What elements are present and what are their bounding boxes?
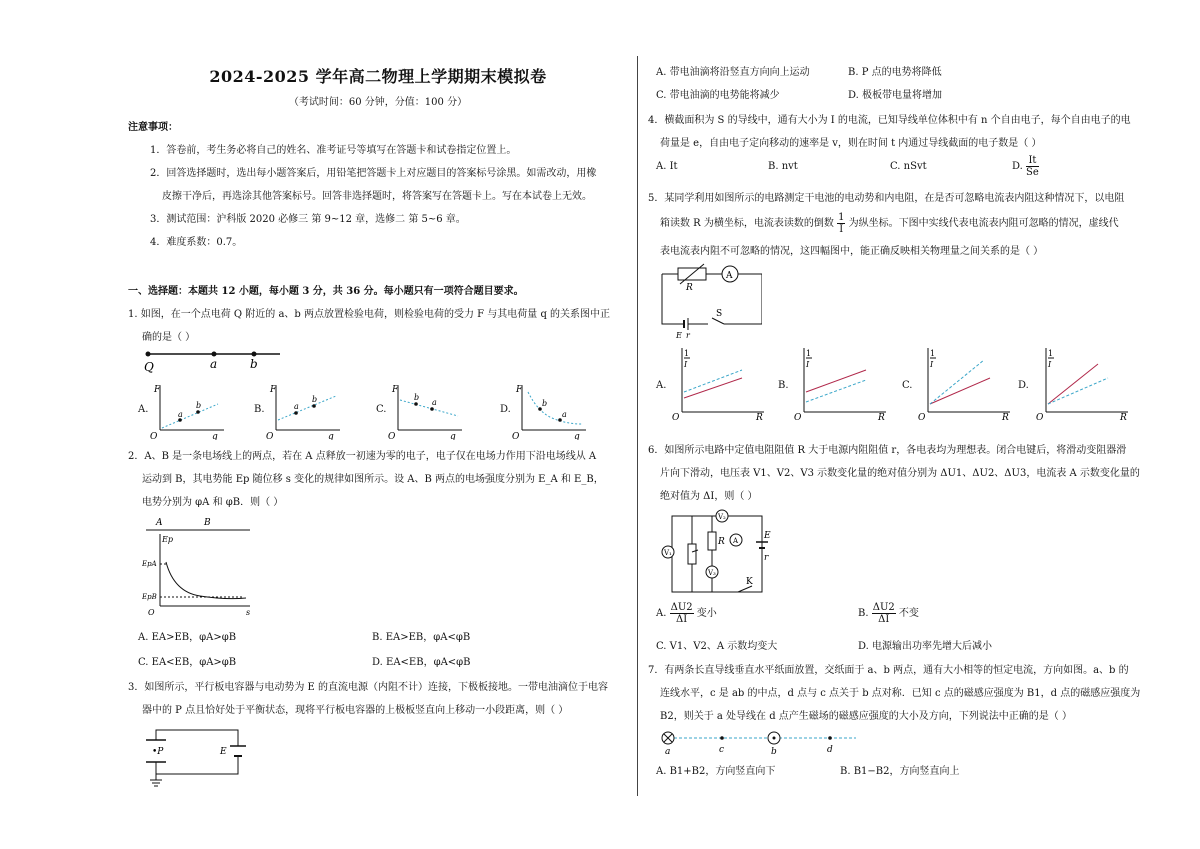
svg-text:R: R [1002,413,1009,422]
section-heading: 一、选择题：本题共 12 小题，每小题 3 分，共 36 分。每小题只有一项符合题目要求。 [128,286,524,297]
svg-text:I: I [930,360,934,369]
q1-option-B-label: B. [254,404,265,415]
q3-option-B: B. P 点的电势将降低 [848,67,942,78]
q1-option-D-graph [510,382,590,440]
svg-text:V₃: V₃ [708,569,716,577]
svg-text:Ep: Ep [162,535,173,544]
svg-text:S: S [716,309,723,319]
svg-text:O: O [918,413,926,422]
svg-text:O: O [672,413,680,422]
q7-text-3: B2，则关于 a 处导线在 d 点产生磁场的磁感应强度的大小及方向，下列说法中正确的是（ ） [660,711,1072,722]
column-divider [637,56,638,796]
svg-text:O: O [148,608,155,617]
q6-option-B: B. $\frac{\Delta U2}{\Delta I}$ 不变 [858,602,919,625]
exam-title: 2024-2025 学年高二物理上学期期末模拟卷 [209,67,547,86]
svg-text:O: O [1036,413,1044,422]
q4-option-A: A. It [656,161,678,172]
svg-text:B: B [204,518,211,528]
q6-text-2: 片向下滑动，电压表 V1、V2、V3 示数变化量的绝对值分别为 ΔU1、ΔU2、ΔU3，电流表 A 示数变化量的 [660,468,1140,479]
note-item-2-cont: 皮擦干净后，再选涂其他答案标号。回答非选择题时，将答案写在答题卡上。写在本试卷上无效。 [162,191,592,202]
svg-text:b: b [542,399,548,408]
svg-text:EpA: EpA [142,560,157,568]
q2-text-2: 运动到 B，其电势能 Ep 随位移 s 变化的规律如图所示。设 A、B 两点的电场强度分别为 E_A 和 E_B， [142,474,604,485]
svg-text:a: a [294,402,299,411]
q2-text-1: 2．A、B 是一条电场线上的两点，若在 A 点释放一初速为零的电子，电子仅在电场力作用下沿电场线从 A [128,451,597,462]
q6-circuit [658,508,782,600]
q5-option-D-graph [1032,346,1132,422]
q4-text-2: 荷量是 e，自由电子定向移动的速率是 v，则在时间 t 内通过导线截面的电子数是（ ） [660,138,1042,149]
q6-option-C: C. V1、V2、A 示数均变大 [656,641,778,652]
svg-text:a: a [562,410,567,419]
svg-text:1: 1 [806,349,812,358]
q1-label-b: b [250,357,258,371]
q5-option-C-label: C. [902,380,913,391]
svg-text:b: b [312,395,318,404]
svg-text:A: A [156,518,163,528]
svg-text:R: R [686,283,693,293]
q1-option-A-label: A. [138,404,149,415]
q5-text-2: 箱读数 R 为横坐标，电流表读数的倒数 $\frac{1}{I}$ 为纵坐标。下图中实线代表电流表内阻可忽略的情况，虚线代 [660,212,1119,235]
svg-text:A: A [726,271,733,281]
q1-option-B-graph [264,382,344,440]
q1-option-C-label: C. [376,404,387,415]
svg-text:O: O [266,432,274,440]
q2-option-A: A. EA>EB，φA>φB [138,632,237,643]
svg-text:O: O [794,413,802,422]
svg-text:V₂: V₂ [718,513,726,521]
svg-text:b: b [414,393,420,402]
svg-text:r: r [764,553,769,563]
svg-text:r: r [686,331,690,340]
svg-text:F: F [270,385,277,395]
svg-text:E: E [676,331,682,340]
svg-text:E: E [220,747,227,757]
note-item-4: 4．难度系数：0.7。 [150,237,243,248]
q6-text-3: 绝对值为 ΔI，则（ ） [660,491,758,502]
q3-text-1: 3．如图所示，平行板电容器与电动势为 E 的直流电源（内阻不计）连接，下极板接地。一带电油滴位于电容 [128,682,609,693]
q4-option-B: B. nvt [768,161,798,172]
q4-option-D: D. $\frac{It}{Se}$ [1012,155,1039,178]
svg-text:F: F [392,385,399,395]
svg-text:a: a [432,398,437,407]
svg-text:q: q [212,432,218,440]
svg-text:O: O [150,432,158,440]
svg-text:q: q [450,432,456,440]
q3-option-D: D. 极板带电量将增加 [848,90,943,101]
svg-text:V₁: V₁ [664,549,672,557]
svg-text:c: c [719,745,725,755]
svg-text:I: I [684,360,688,369]
svg-text:I: I [806,360,810,369]
q1-text-2: 确的是（ ） [142,332,196,343]
q5-option-A-graph [668,346,768,422]
q3-option-C: C. 带电油滴的电势能将减少 [656,90,780,101]
q2-potential-energy-graph [142,516,262,618]
svg-text:A: A [733,537,739,545]
svg-text:s: s [246,608,251,617]
q2-option-D: D. EA<EB，φA<φB [372,657,471,668]
q1-option-C-graph [386,382,466,440]
q7-wires-figure [660,728,860,756]
svg-text:O: O [388,432,396,440]
notes-heading: 注意事项： [128,122,178,133]
svg-text:F: F [154,385,161,395]
q1-label-Q: Q [144,360,154,374]
svg-text:EpB: EpB [142,593,157,601]
svg-text:1: 1 [684,349,690,358]
q6-option-D: D. 电源输出功率先增大后减小 [858,641,993,652]
svg-text:q: q [328,432,334,440]
svg-text:a: a [665,747,671,756]
q7-option-B: B. B1−B2，方向竖直向上 [840,766,960,777]
exam-subtitle: （考试时间：60 分钟，分值：100 分） [288,97,468,108]
svg-text:R: R [718,537,725,547]
svg-text:1: 1 [930,349,936,358]
q3-text-2: 器中的 P 点且恰好处于平衡状态，现将平行板电容器的上极板竖直向上移动一小段距离，则（ ） [142,705,569,716]
svg-text:K: K [746,577,753,587]
q1-charge-line-figure [142,346,282,374]
svg-text:b: b [196,401,202,410]
q2-text-3: 电势分别为 φA 和 φB．则（ ） [142,497,284,508]
svg-text:O: O [512,432,520,440]
q4-text-1: 4．横截面积为 S 的导线中，通有大小为 I 的电流，已知导线单位体积中有 n 个自由电子，每个自由电子的电 [648,115,1131,126]
svg-text:q: q [574,432,580,440]
svg-text:1: 1 [1048,349,1054,358]
svg-text:a: a [178,410,183,419]
svg-text:•P: •P [152,747,164,757]
q1-option-D-label: D. [500,404,511,415]
q5-circuit [658,262,762,342]
q7-option-A: A. B1+B2，方向竖直向下 [656,766,776,777]
q1-option-A-graph [148,382,228,440]
q3-option-A: A. 带电油滴将沿竖直方向向上运动 [656,67,810,78]
note-item-1: 1．答卷前，考生务必将自己的姓名、准考证号等填写在答题卡和试卷指定位置上。 [150,145,517,156]
svg-text:I: I [1048,360,1052,369]
note-item-3: 3．测试范围：沪科版 2020 必修三 第 9~12 章，选修二 第 5~6 章。 [150,214,466,225]
note-item-2: 2．回答选择题时，选出每小题答案后，用铅笔把答题卡上对应题目的答案标号涂黑。如需改动，用橡 [150,168,597,179]
q5-option-B-graph [790,346,890,422]
svg-text:R: R [878,413,885,422]
q5-option-D-label: D. [1018,380,1029,391]
q4-option-C: C. nSvt [890,161,927,172]
svg-text:E: E [764,531,771,541]
q2-option-C: C. EA<EB，φA>φB [138,657,237,668]
q6-text-1: 6．如图所示电路中定值电阻阻值 R 大于电源内阻阻值 r，各电表均为理想表。闭合电键后，将滑动变阻器滑 [648,445,1127,456]
q3-capacitor-circuit [142,722,252,790]
q5-option-B-label: B. [778,380,789,391]
svg-text:F: F [516,385,523,395]
q7-text-1: 7．有两条长直导线垂直水平纸面放置，交纸面于 a、b 两点，通有大小相等的恒定电流，方向如图。a、b 的 [648,665,1129,676]
q1-text-1: 1. 如图，在一个点电荷 Q 附近的 a、b 两点放置检验电荷，则检验电荷的受力 F 与其电荷量 q 的关系图中正 [128,309,611,320]
q5-option-A-label: A. [656,380,667,391]
q5-text-1: 5．某同学利用如图所示的电路测定干电池的电动势和内电阻，在是否可忽略电流表内阻这种情况下，以电阻 [648,193,1125,204]
svg-text:b: b [771,747,777,756]
svg-text:R: R [1120,413,1127,422]
svg-text:R: R [756,413,763,422]
q1-label-a: a [210,357,218,371]
q5-option-C-graph [914,346,1014,422]
q7-text-2: 连线水平，c 是 ab 的中点，d 点与 c 点关于 b 点对称．已知 c 点的磁感应强度为 B1，d 点的磁感应强度为 [660,688,1141,699]
q5-text-3: 表电流表内阻不可忽略的情况，这四幅图中，能正确反映相关物理量之间关系的是（ ） [660,246,1044,257]
svg-text:d: d [827,745,833,755]
q6-option-A: A. $\frac{\Delta U2}{\Delta I}$ 变小 [656,602,717,625]
q2-option-B: B. EA>EB，φA<φB [372,632,471,643]
